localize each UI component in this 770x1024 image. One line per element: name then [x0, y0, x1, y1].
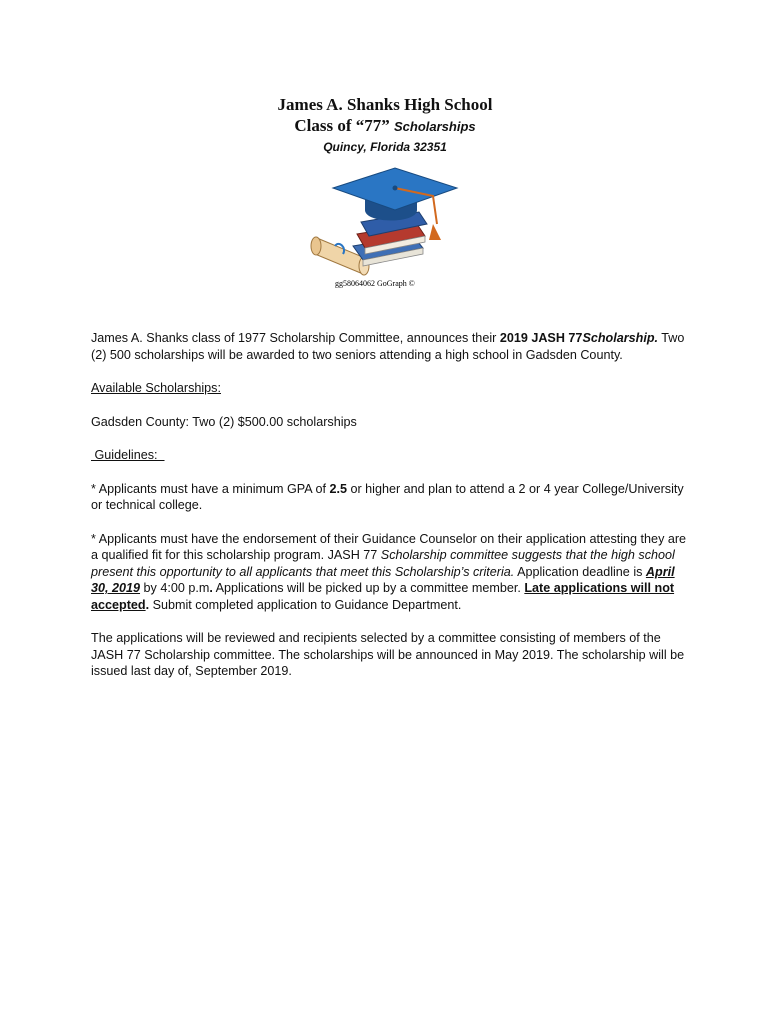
scholarships-word: Scholarships: [394, 119, 476, 134]
guideline-gpa: [91, 481, 691, 514]
gpa-text-2: or higher and plan to attend a 2 or 4 year College/University or technical college.: [91, 481, 684, 512]
late-dot: .: [145, 597, 150, 612]
guidelines-heading: Guidelines:: [91, 448, 165, 462]
program-scholarship: Scholarship.: [582, 331, 659, 345]
pickup-text: Applications will be picked up by a committee member.: [212, 581, 525, 595]
class-title: [0, 115, 770, 138]
gpa-text: * Applicants must have a minimum GPA of: [91, 481, 330, 496]
deadline-time: by 4:00 p.m: [140, 581, 210, 595]
deadline-label: Application deadline is: [514, 564, 646, 579]
intro-text: James A. Shanks class of 1977 Scholarship Committee, announces their: [91, 331, 500, 345]
deadline-date: April 30, 2019: [91, 564, 675, 595]
closing-paragraph: The applications will be reviewed and recipients selected by a committee consisting of members of the JASH 77 Scholarship committee. The scholarships will be announced in May 2019. The scholarship will be issued last day of, September 2019.: [91, 631, 685, 678]
committee-suggestion: Scholarship committee suggests that the high school present this opportunity to all applicants that meet this Scholarship’s criteria.: [91, 548, 675, 579]
location: Quincy, Florida 32351: [323, 140, 447, 154]
submit-text: Submit completed application to Guidance Department.: [149, 597, 462, 612]
guideline-endorsement: [91, 531, 691, 614]
late-notice: Late applications will not accepted: [91, 581, 675, 612]
intro-text-2: Two (2) 500 scholarships will be awarded to two seniors attending a high school in Gadsden County.: [91, 331, 685, 362]
deadline-dot: .: [209, 581, 213, 595]
endorsement-text: * Applicants must have the endorsement of their Guidance Counselor on their application attesting they are a qualified fit for this scholarship program. JASH 77: [91, 531, 687, 562]
intro-paragraph: [91, 330, 691, 363]
available-text: Gadsden County: Two (2) $500.00 scholarships: [91, 414, 357, 429]
letterhead: [0, 95, 770, 156]
school-name: James A. Shanks High School: [277, 95, 493, 114]
document-body: [91, 330, 691, 697]
graduation-cap-illustration: [305, 166, 465, 291]
available-heading: Available Scholarships:: [91, 381, 221, 395]
image-credit: gg58064062 GoGraph ©: [335, 279, 415, 288]
program-name: 2019 JASH 77: [499, 331, 583, 345]
class-of: Class of “77”: [294, 116, 390, 135]
gpa-value: 2.5: [329, 481, 347, 496]
